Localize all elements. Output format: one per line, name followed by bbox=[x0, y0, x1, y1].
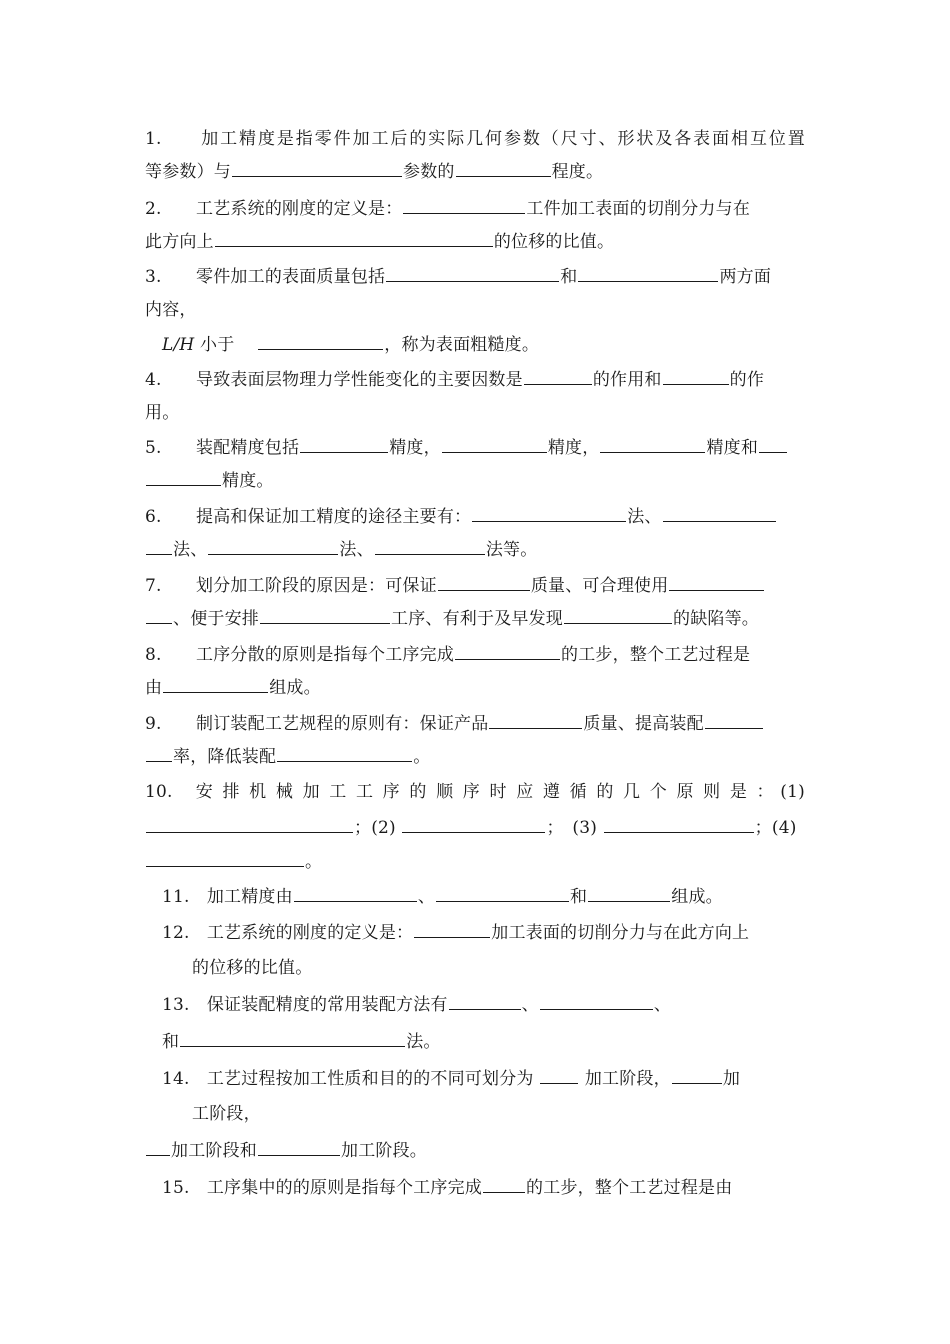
text-line-q13-l1 bbox=[162, 992, 671, 1016]
text-segment: 参数的 bbox=[403, 162, 455, 182]
fill-blank bbox=[146, 537, 172, 555]
text-segment: 质量、可合理使用 bbox=[530, 576, 669, 596]
text-segment: 程度。 bbox=[551, 162, 604, 182]
fill-blank bbox=[294, 884, 417, 902]
text-segment: 和 bbox=[570, 887, 588, 907]
text-line-q14-l3 bbox=[145, 1138, 427, 1162]
fill-blank bbox=[588, 884, 670, 902]
fill-blank bbox=[277, 744, 412, 762]
text-segment: 的作用和 bbox=[592, 370, 662, 390]
text-segment: 的位移的比值。 bbox=[493, 232, 615, 252]
text-line-q3-l3 bbox=[162, 332, 539, 356]
math-expression: L/H bbox=[162, 335, 195, 355]
fill-blank bbox=[663, 504, 776, 522]
fill-blank bbox=[442, 435, 547, 453]
text-segment: 质量、提高装配 bbox=[583, 714, 704, 734]
text-segment: ； (3) bbox=[546, 818, 603, 838]
fill-blank bbox=[146, 815, 353, 833]
text-segment: 4. 导致表面层物理力学性能变化的主要因数是 bbox=[145, 370, 523, 390]
text-segment: ，称为表面粗糙度。 bbox=[384, 335, 540, 355]
fill-blank bbox=[669, 573, 764, 591]
fill-blank bbox=[705, 711, 763, 729]
text-line-q9-l2 bbox=[145, 744, 430, 768]
text-line-q6-l2 bbox=[145, 537, 537, 561]
fill-blank bbox=[540, 1066, 578, 1084]
text-line-q3-l2 bbox=[145, 298, 197, 322]
text-segment: 8. 工序分散的原则是指每个工序完成 bbox=[145, 645, 455, 665]
fill-blank bbox=[375, 537, 485, 555]
text-segment: 12. 工艺系统的刚度的定义是： bbox=[162, 923, 414, 943]
text-segment: 工件加工表面的切削分力与在 bbox=[526, 199, 751, 219]
text-line-q13-l2 bbox=[162, 1029, 441, 1053]
text-segment: ；(2) bbox=[354, 818, 402, 838]
text-line-q2-l1 bbox=[145, 196, 750, 220]
fill-blank bbox=[564, 606, 672, 624]
fill-blank bbox=[146, 468, 221, 486]
text-line-q1-l1 bbox=[145, 127, 805, 151]
text-segment: 由 bbox=[145, 678, 163, 698]
text-line-q2-l2 bbox=[145, 229, 614, 253]
fill-blank bbox=[438, 573, 530, 591]
text-segment: 的位移的比值。 bbox=[192, 958, 313, 978]
text-segment: 等参数）与 bbox=[145, 162, 231, 182]
text-line-q11-l1 bbox=[162, 884, 723, 908]
fill-blank bbox=[414, 920, 490, 938]
text-line-q4-l1 bbox=[145, 367, 764, 391]
text-segment: 6. 提高和保证加工精度的途径主要有： bbox=[145, 507, 472, 527]
text-line-q3-l1 bbox=[145, 264, 771, 288]
text-segment: 内容， bbox=[145, 300, 197, 320]
text-segment: 15. 工序集中的的原则是指每个工序完成 bbox=[162, 1178, 483, 1198]
fill-blank bbox=[759, 435, 787, 453]
fill-blank bbox=[455, 642, 560, 660]
text-segment: ；(4) bbox=[754, 818, 797, 838]
fill-blank bbox=[489, 711, 582, 729]
text-line-q5-l2 bbox=[145, 468, 274, 492]
fill-blank bbox=[672, 1066, 722, 1084]
text-segment: 和 bbox=[162, 1032, 180, 1052]
text-segment: 精度和 bbox=[706, 438, 759, 458]
text-segment: 工阶段， bbox=[192, 1104, 261, 1124]
text-line-q5-l1 bbox=[145, 435, 788, 459]
text-segment: 法、 bbox=[627, 507, 662, 527]
fill-blank bbox=[386, 264, 559, 282]
text-line-q10-l2 bbox=[145, 815, 797, 839]
fill-blank bbox=[472, 504, 626, 522]
text-segment: 。 bbox=[413, 747, 431, 767]
text-segment: 。 bbox=[305, 852, 323, 872]
text-segment: 精度。 bbox=[222, 471, 274, 491]
text-line-q12-l1 bbox=[162, 920, 749, 944]
text-segment: 、 bbox=[521, 995, 539, 1015]
text-segment: 、 bbox=[653, 995, 672, 1015]
text-segment: 精度， bbox=[547, 438, 600, 458]
fill-blank bbox=[456, 159, 551, 177]
fill-blank bbox=[146, 849, 304, 867]
fill-blank bbox=[215, 229, 493, 247]
text-line-q4-l2 bbox=[145, 401, 179, 425]
text-line-q7-l2 bbox=[145, 606, 759, 630]
fill-blank bbox=[300, 435, 388, 453]
text-line-q10-l3 bbox=[145, 849, 322, 873]
fill-blank bbox=[578, 264, 718, 282]
text-segment: 1. 加工精度是指零件加工后的实际几何参数（尺寸、形状及各表面相互位置 bbox=[145, 129, 805, 149]
text-segment: 加工阶段， bbox=[579, 1069, 671, 1089]
text-segment: 两方面 bbox=[719, 267, 772, 287]
text-line-q10-l1 bbox=[145, 780, 805, 804]
text-segment: 10. 安 排 机 械 加 工 工 序 的 顺 序 时 应 遵 循 的 几 个 原 则 是 ： (1) bbox=[145, 782, 805, 802]
text-segment: 14. 工艺过程按加工性质和目的的不同可划分为 bbox=[162, 1069, 540, 1089]
text-segment: 法、 bbox=[339, 540, 374, 560]
text-segment: 法、 bbox=[173, 540, 208, 560]
fill-blank bbox=[146, 606, 172, 624]
fill-blank bbox=[403, 196, 525, 214]
text-segment: 法等。 bbox=[485, 540, 538, 560]
text-segment: 9. 制订装配工艺规程的原则有：保证产品 bbox=[145, 714, 489, 734]
fill-blank bbox=[483, 1175, 525, 1193]
text-line-q6-l1 bbox=[145, 504, 777, 528]
text-segment: 工序、有利于及早发现 bbox=[391, 609, 563, 629]
text-segment: 7. 划分加工阶段的原因是：可保证 bbox=[145, 576, 437, 596]
text-segment: 加工表面的切削分力与在此方向上 bbox=[491, 923, 750, 943]
fill-blank bbox=[232, 159, 402, 177]
text-segment: 11. 加工精度由 bbox=[162, 887, 293, 907]
text-segment: 用。 bbox=[145, 403, 180, 423]
fill-blank bbox=[258, 332, 383, 350]
fill-blank bbox=[524, 367, 592, 385]
text-segment: 组成。 bbox=[269, 678, 321, 698]
text-line-q12-l2 bbox=[192, 956, 312, 980]
text-line-q14-l1 bbox=[162, 1066, 740, 1090]
text-segment: 加工阶段。 bbox=[341, 1141, 427, 1161]
text-line-q7-l1 bbox=[145, 573, 765, 597]
text-segment: 13. 保证装配精度的常用装配方法有 bbox=[162, 995, 448, 1015]
text-segment: 的工步，整个工艺过程是 bbox=[561, 645, 751, 665]
fill-blank bbox=[436, 884, 569, 902]
fill-blank bbox=[663, 367, 729, 385]
fill-blank bbox=[540, 992, 653, 1010]
fill-blank bbox=[146, 1138, 170, 1156]
fill-blank bbox=[449, 992, 521, 1010]
fill-blank bbox=[146, 744, 172, 762]
fill-blank bbox=[260, 606, 390, 624]
fill-blank bbox=[600, 435, 705, 453]
text-line-q15-l1 bbox=[162, 1175, 732, 1199]
text-line-q14-l2 bbox=[192, 1102, 261, 1126]
text-segment: 的缺陷等。 bbox=[673, 609, 759, 629]
text-segment: 2. 工艺系统的刚度的定义是： bbox=[145, 199, 403, 219]
text-segment: 的工步，整个工艺过程是由 bbox=[526, 1178, 733, 1198]
fill-blank bbox=[208, 537, 338, 555]
text-segment: 、便于安排 bbox=[173, 609, 259, 629]
fill-blank bbox=[180, 1029, 405, 1047]
text-line-q9-l1 bbox=[145, 711, 764, 735]
text-segment: 和 bbox=[560, 267, 578, 287]
text-segment: 、 bbox=[417, 887, 436, 907]
text-segment: 小于 bbox=[194, 335, 258, 355]
fill-blank bbox=[604, 815, 754, 833]
text-segment: 加 bbox=[722, 1069, 741, 1089]
text-segment: 精度， bbox=[389, 438, 441, 458]
text-segment: 5. 装配精度包括 bbox=[145, 438, 300, 458]
text-line-q1-l2 bbox=[145, 159, 603, 183]
text-segment: 率，降低装配 bbox=[173, 747, 277, 767]
fill-blank bbox=[402, 815, 545, 833]
text-segment: 组成。 bbox=[671, 887, 723, 907]
text-segment: 法。 bbox=[406, 1032, 441, 1052]
text-line-q8-l2 bbox=[145, 675, 321, 699]
text-segment: 的作 bbox=[729, 370, 765, 390]
text-segment: 3. 零件加工的表面质量包括 bbox=[145, 267, 386, 287]
text-segment: 此方向上 bbox=[145, 232, 214, 252]
text-segment: 加工阶段和 bbox=[171, 1141, 257, 1161]
fill-blank bbox=[258, 1138, 340, 1156]
text-line-q8-l1 bbox=[145, 642, 750, 666]
fill-blank bbox=[163, 675, 268, 693]
